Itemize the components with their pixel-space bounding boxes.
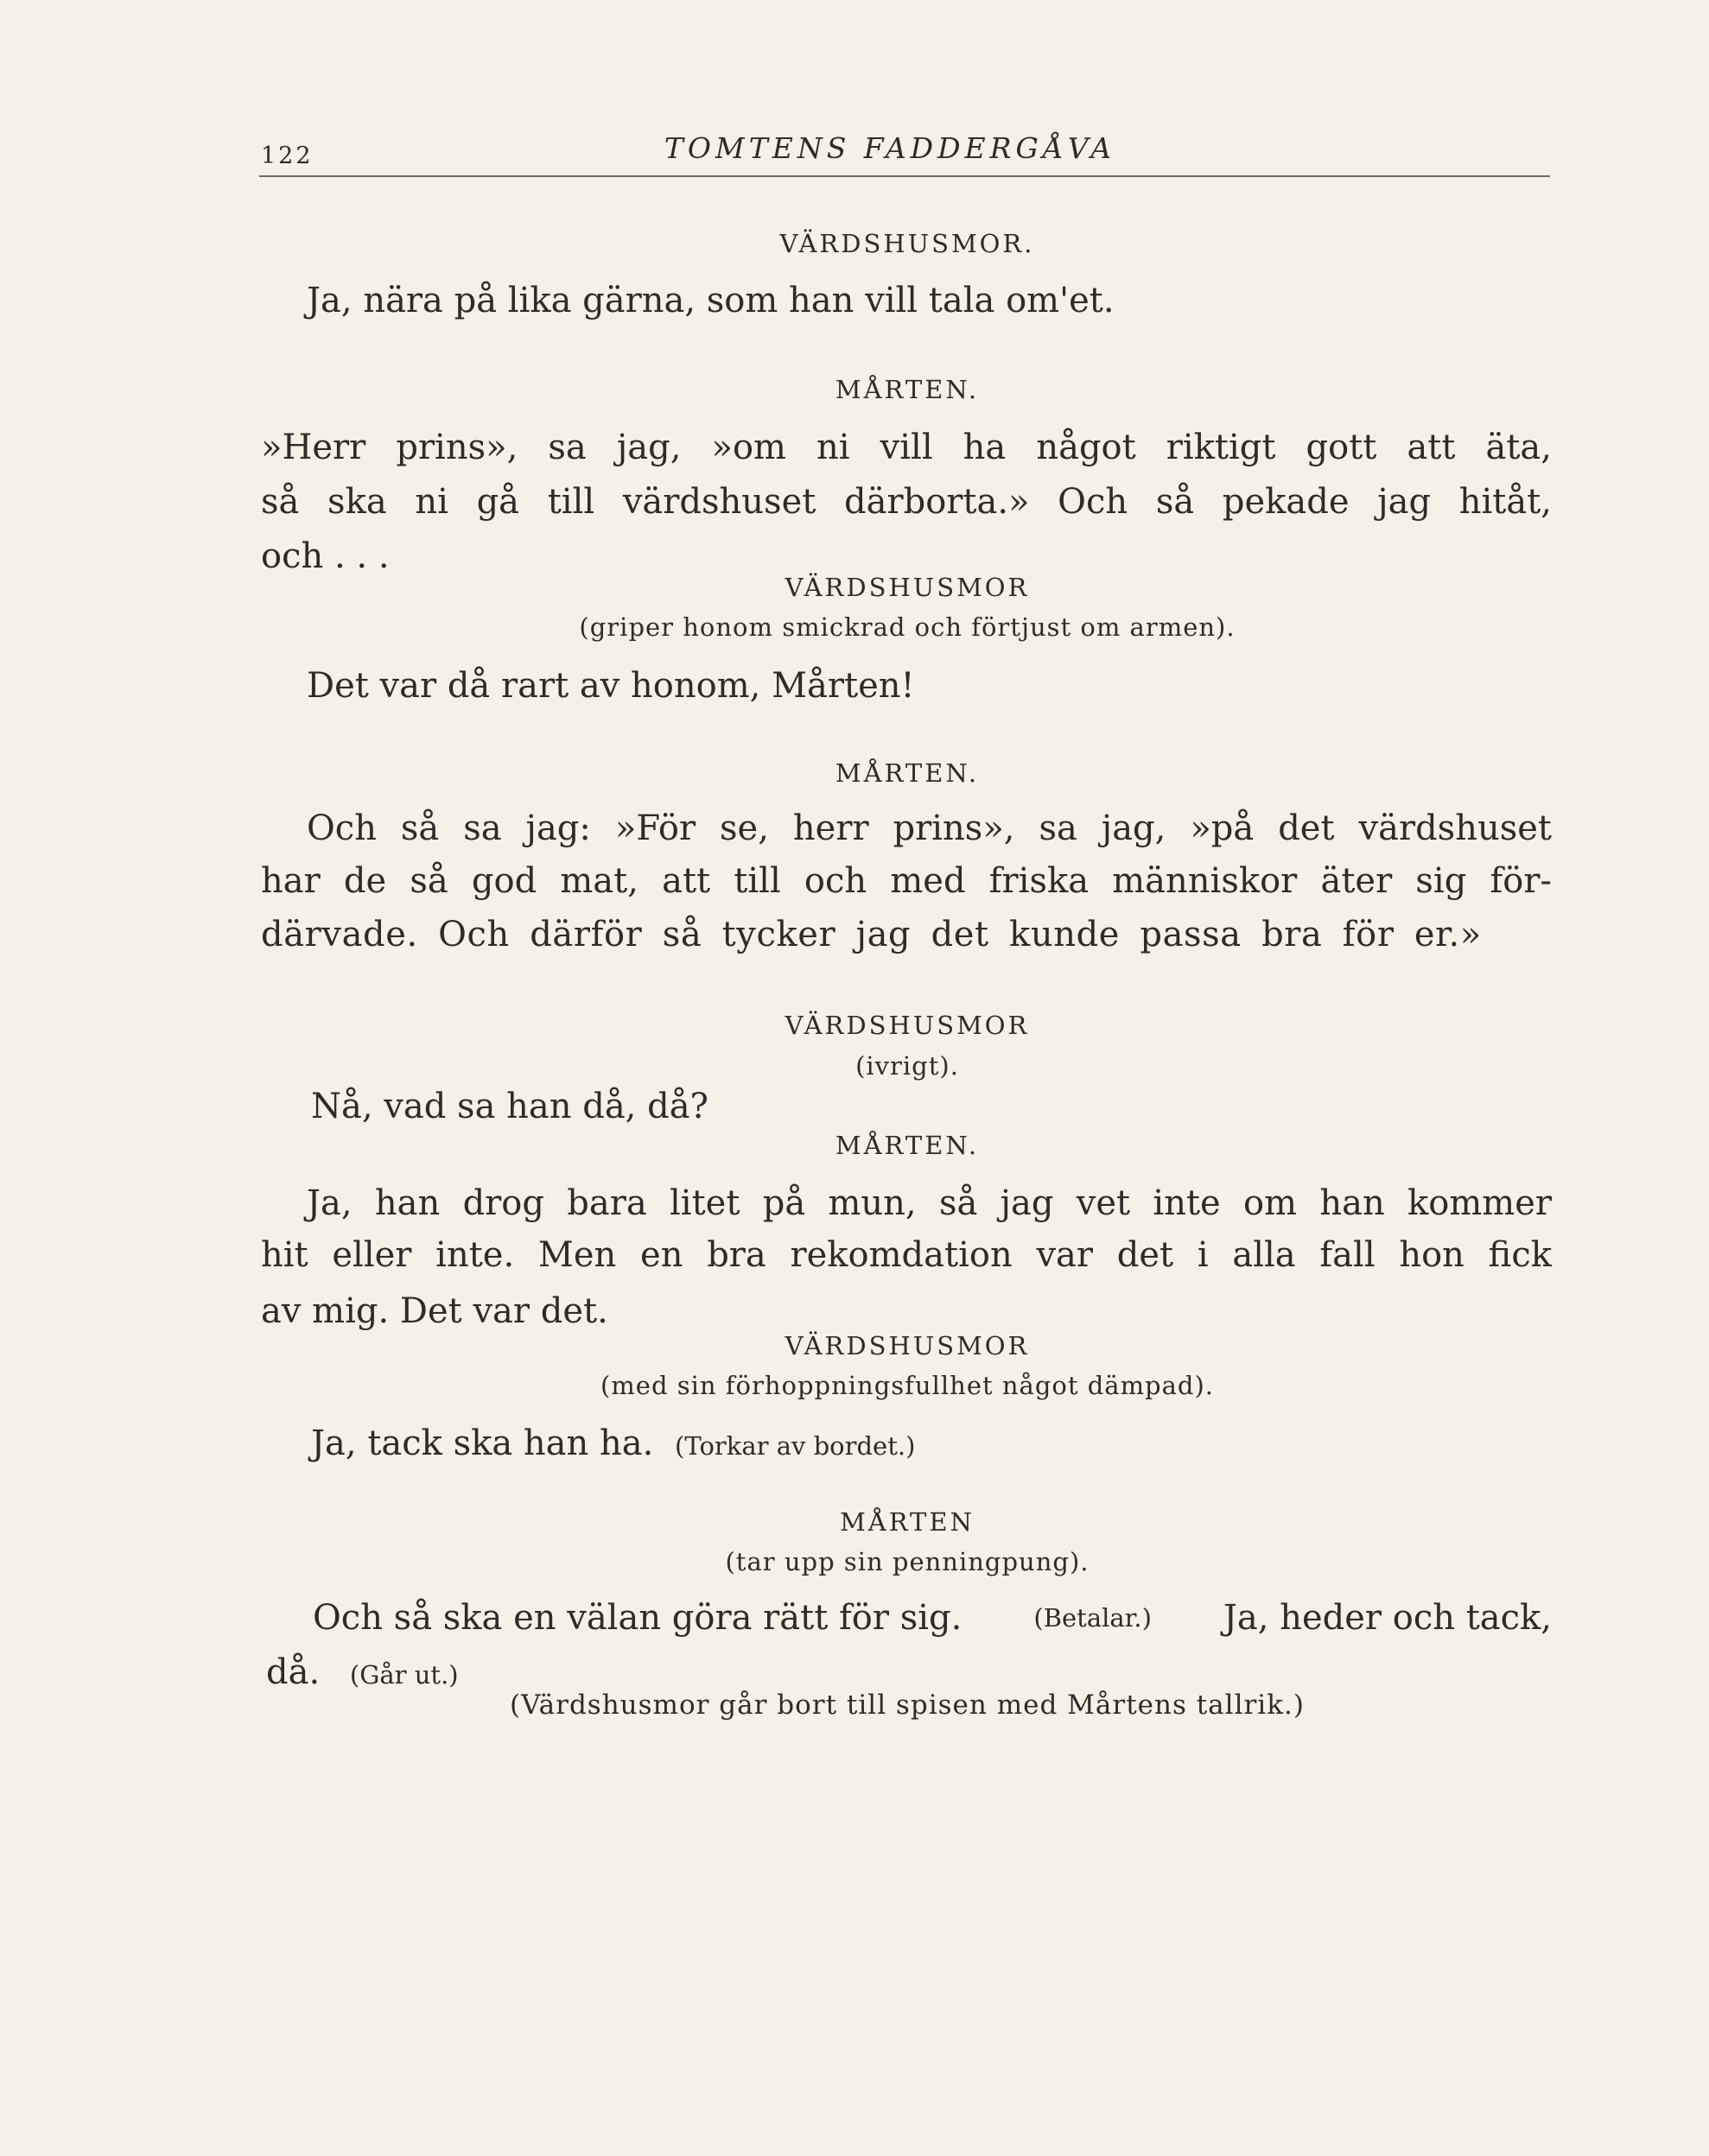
stage-aside: (Torkar av bordet.) <box>675 1431 916 1461</box>
dialogue-line: Ja, han drog bara litet på mun, så jag vet inte om han kommer <box>307 1183 1552 1223</box>
stage-aside: (Går ut.) <box>349 1660 459 1690</box>
speaker-label: VÄRDSHUSMOR <box>785 573 1030 602</box>
dialogue-text: då. <box>266 1652 321 1692</box>
dialogue-line: hit eller inte. Men en bra rekomdation var det i alla fall hon fick <box>261 1235 1552 1275</box>
dialogue-line: har de så god mat, att till och med friska människor äter sig för- <box>261 861 1552 901</box>
dialogue-line <box>313 1592 1552 1644</box>
header-rule <box>259 175 1550 177</box>
dialogue-line: Det var då rart av honom, Mårten! <box>307 666 915 706</box>
speaker-label: MÅRTEN. <box>835 375 980 404</box>
dialogue-line: av mig. Det var det. <box>261 1291 608 1331</box>
dialogue-text: Ja, heder och tack, <box>1223 1598 1552 1638</box>
dialogue-line: och . . . <box>261 536 390 576</box>
speaker-label: VÄRDSHUSMOR <box>785 1331 1030 1360</box>
stage-direction: (tar upp sin penningpung). <box>725 1547 1090 1576</box>
speaker-label: MÅRTEN. <box>835 1131 980 1160</box>
dialogue-line: Och så sa jag: »För se, herr prins», sa jag, »på det värdshuset <box>307 808 1552 848</box>
dialogue-line: därvade. Och därför så tycker jag det kunde passa bra för er.» <box>261 915 1482 954</box>
stage-direction: (Värdshusmor går bort till spisen med Mårtens tallrik.) <box>510 1690 1305 1721</box>
dialogue-text: Och så ska en välan göra rätt för sig. <box>313 1598 963 1638</box>
dialogue-text: Ja, tack ska han ha. <box>311 1424 654 1463</box>
dialogue-line: »Herr prins», sa jag, »om ni vill ha något riktigt gott att äta, <box>261 428 1552 467</box>
dialogue-line: Nå, vad sa han då, då? <box>311 1087 708 1126</box>
stage-direction: (ivrigt). <box>855 1051 959 1081</box>
dialogue-line: så ska ni gå till värdshuset därborta.» Och så pekade jag hitåt, <box>261 482 1552 522</box>
speaker-label: MÅRTEN. <box>835 758 980 788</box>
stage-aside: (Betalar.) <box>1033 1603 1152 1633</box>
stage-direction: (griper honom smickrad och förtjust om armen). <box>579 612 1236 642</box>
speaker-label: MÅRTEN <box>840 1507 975 1537</box>
stage-direction: (med sin förhoppningsfullhet något dämpad). <box>600 1371 1215 1400</box>
dialogue-line: Ja, nära på lika gärna, som han vill tala om'et. <box>307 281 1115 320</box>
running-title: TOMTENS FADDERGÅVA <box>664 131 1116 165</box>
speaker-label: VÄRDSHUSMOR <box>785 1011 1030 1040</box>
speaker-label: VÄRDSHUSMOR. <box>779 229 1035 258</box>
dialogue-line <box>311 1417 915 1472</box>
page-number: 122 <box>261 143 314 169</box>
